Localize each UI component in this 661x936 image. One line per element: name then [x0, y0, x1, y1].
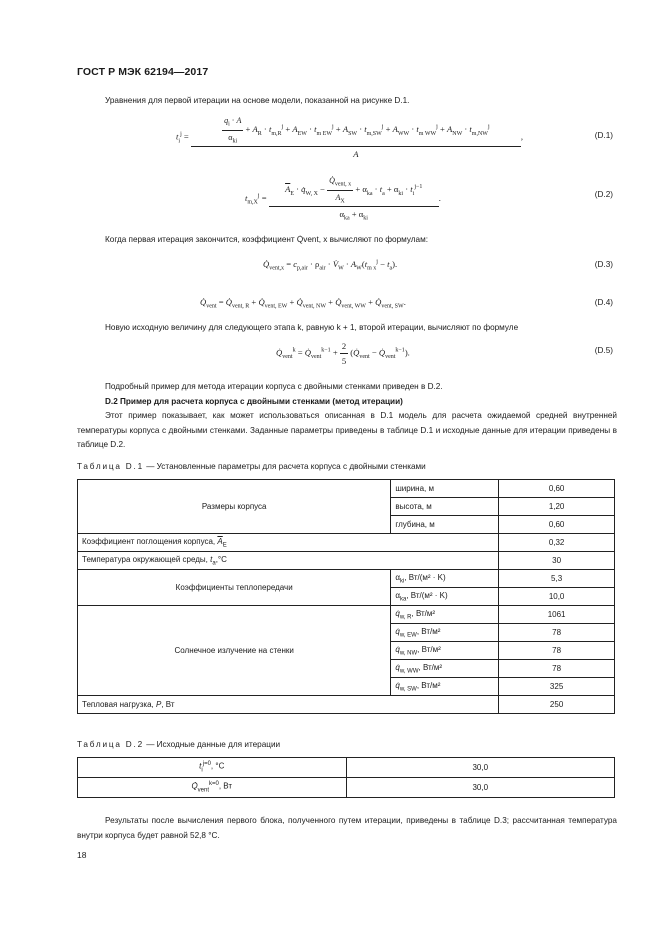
qvent-label: $Q̇_{vent}^{k=0}$, Вт [78, 778, 347, 798]
absorption-label: Коэффициент поглощения корпуса, $\overline{A}_E$ [78, 534, 499, 552]
table2-caption-text: — Исходные данные для итерации [143, 740, 281, 749]
aki-label: $\alpha_{ki}$, Вт/(м² · K) [391, 570, 499, 588]
equation-d1: $t_i^j$ = $\frac{q_i \cdot A}{\alpha_{ki}}$ + $A_R \cdot t_{m,R}^j + A_{EW} \cdot t_{m EW}^j + A_{SW} \cdot t_{m,SW}^j + A_{WW} \cdot t_{m WW}^j + A_{NW} \cdot t_{m,NW}^j$ A , [176, 116, 524, 160]
table-row [78, 570, 615, 588]
depth-value: 0,60 [499, 516, 615, 534]
equation-d4: $Q̇_{vent}$ = $Q̇_{vent, R}$ + $Q̇_{vent, EW}$ + $Q̇_{vent, NW}$ + $Q̇_{vent, WW}$ + $Q̇_{vent, SW}$. [200, 297, 406, 310]
vent-paragraph: Когда первая итерация закончится, коэффициент Q̇vent, x вычисляют по формулам: [105, 235, 429, 244]
document-header: ГОСТ Р МЭК 62194—2017 [77, 66, 209, 78]
next-iteration-paragraph: Новую исходную величину для следующего этапа k, равную k + 1, второй итерации, вычисляют по формуле [105, 323, 519, 332]
ambient-label: Температура окружающей среды, $t_a,^\circ C$ [78, 552, 499, 570]
example-paragraph: Подробный пример для метода итерации корпуса с двойными стенками приведен в D.2. [105, 382, 443, 391]
equation-number-d4: (D.4) [594, 298, 613, 307]
equation-d5: $Q̇_{vent}^k$ = $Q̇_{vent}^{k-1}$ + $\frac{2}{5}$ ($Q̇_{vent}$ − $Q̇_{vent}^{k-1}$). [276, 341, 410, 366]
equation-number-d3: (D.3) [594, 260, 613, 269]
table2-caption [77, 740, 280, 749]
equation-number-d2: (D.2) [594, 190, 613, 199]
qR-value: 1061 [499, 606, 615, 624]
heat-transfer-label: Коэффициенты теплопередачи [78, 570, 391, 606]
aka-label: $\alpha_{ka}$, Вт/(м² · K) [391, 588, 499, 606]
width-value: 0,60 [499, 480, 615, 498]
depth-label: глубина, м [391, 516, 499, 534]
equation-number-d1: (D.1) [594, 131, 613, 140]
dim-label: Размеры корпуса [78, 480, 391, 534]
page-number: 18 [77, 850, 87, 860]
table-row [78, 552, 615, 570]
results-paragraph: Результаты после вычисления первого блока, полученного путем итерации, приведены в таблице D.3; рассчитанная температура внутри корпуса будет равной 52,8 °C. [77, 816, 617, 840]
table-row [78, 480, 615, 498]
ti-label: $t_i^{j=0}$, °C [78, 758, 347, 778]
aka-value: 10,0 [499, 588, 615, 606]
table-row [78, 696, 615, 714]
equation-d3: $Q̇_{vent,x} = c_{p,air} \cdot \rho_{air}$ · $V̇_W \cdot A_W(t_{m x}^j - t_a)$. [263, 259, 398, 272]
ti-value: 30,0 [346, 758, 615, 778]
ambient-value: 30 [499, 552, 615, 570]
table-d1 [77, 479, 615, 714]
height-value: 1,20 [499, 498, 615, 516]
qR-label: $q̇_{w, R}$, Вт/м² [391, 606, 499, 624]
qWW-label: $q̇_{w, WW}$, Вт/м² [391, 660, 499, 678]
width-label: ширина, м [391, 480, 499, 498]
intro-paragraph: Уравнения для первой итерации на основе модели, показанной на рисунке D.1. [105, 96, 410, 105]
heat-load-value: 250 [499, 696, 615, 714]
table-row [78, 534, 615, 552]
table-row [78, 758, 615, 778]
section-heading [77, 395, 617, 410]
solar-label: Солнечное излучение на стенки [78, 606, 391, 696]
qWW-value: 78 [499, 660, 615, 678]
equation-d2: $t_{m,X}^j$ = $\overline{A}_E$ · $q̇_{W, X}$ − $\frac{Q̇_{vent, x}}{A_X}$ + $\alpha_{ka} \cdot t_a + \alpha_{ki} \cdot t_i^{j-1}$ $\alpha_{ka} + \alpha_{ki}$ . [245, 176, 441, 222]
section-title: Пример для расчета корпуса с двойными стенками (метод итерации) [120, 397, 403, 406]
section-paragraph: Этот пример показывает, как может использоваться описанная в D.1 модель для расчета ожидаемой средней внутренней температуры корпуса с двойными стенками. Заданные параметры приведены в таблице D.1 и исходные данные для итерации приведены в таблице D.2. [77, 411, 617, 449]
absorption-value: 0,32 [499, 534, 615, 552]
qNW-label: $q̇_{w, NW}$, Вт/м² [391, 642, 499, 660]
equation-number-d5: (D.5) [594, 346, 613, 355]
qSW-value: 325 [499, 678, 615, 696]
table2-caption-prefix: Таблица D.2 [77, 740, 144, 749]
table1-caption [77, 462, 426, 471]
table1-caption-prefix: Таблица D.1 [77, 462, 144, 471]
height-label: высота, м [391, 498, 499, 516]
qSW-label: $q̇_{w, SW}$, Вт/м² [391, 678, 499, 696]
qEW-label: $q̇_{w, EW}$, Вт/м² [391, 624, 499, 642]
aki-value: 5,3 [499, 570, 615, 588]
qEW-value: 78 [499, 624, 615, 642]
table1-caption-text: — Установленные параметры для расчета корпуса с двойными стенками [143, 462, 426, 471]
table-row [78, 778, 615, 798]
qNW-value: 78 [499, 642, 615, 660]
table-row [78, 606, 615, 624]
heat-load-label: Тепловая нагрузка, P, Вт [78, 696, 499, 714]
section-number: D.2 [105, 397, 118, 406]
qvent-value: 30,0 [346, 778, 615, 798]
table-d2 [77, 757, 615, 798]
